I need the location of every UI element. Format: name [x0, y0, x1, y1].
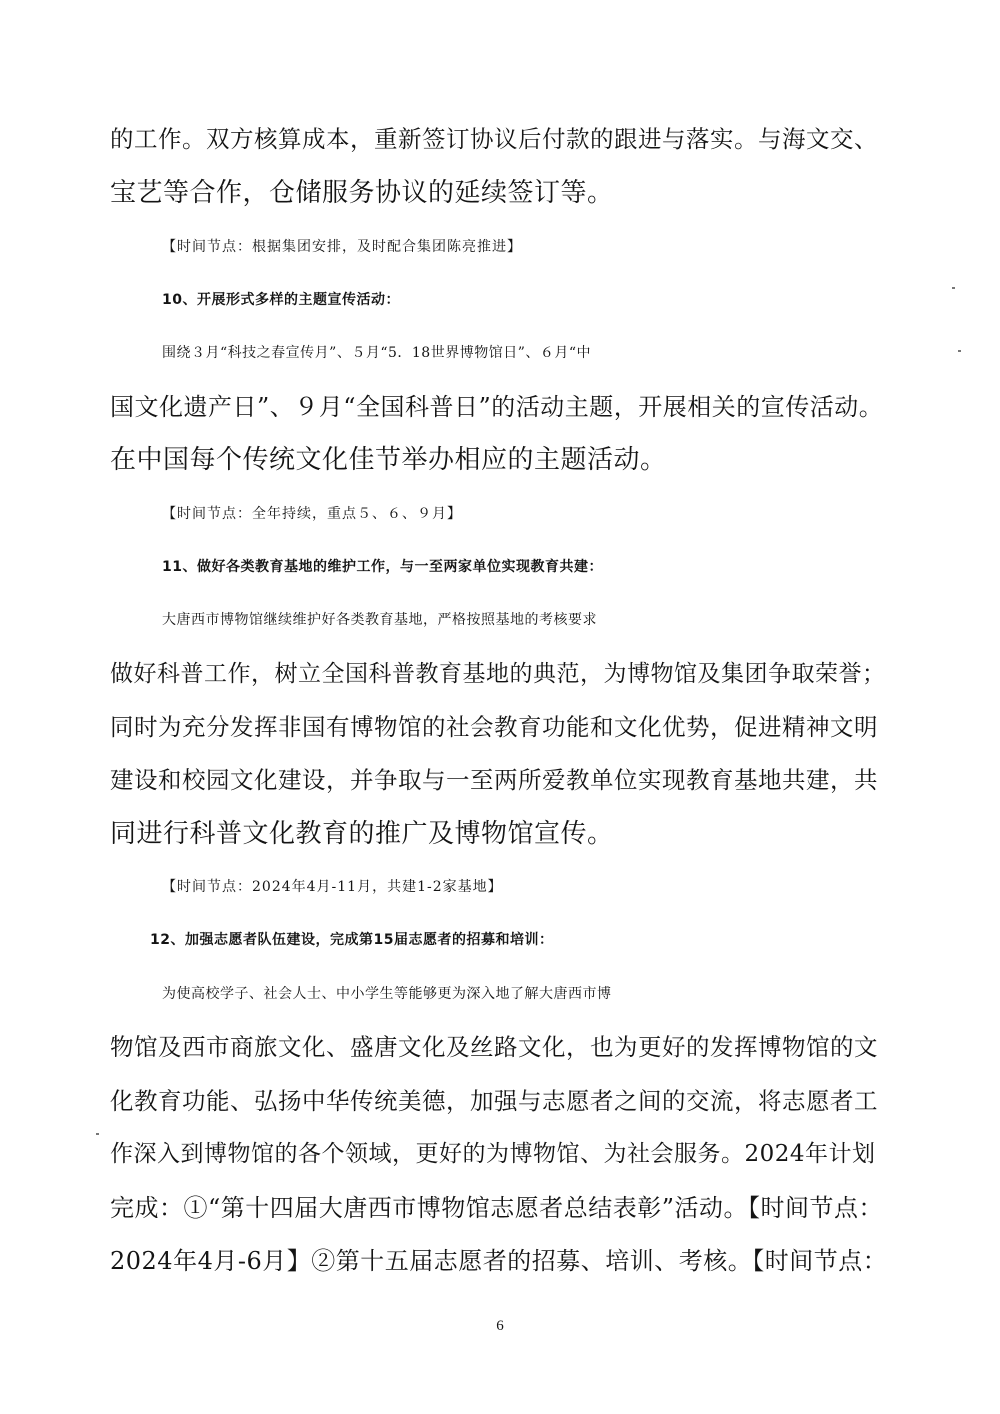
body-text-line: 的工作。双方核算成本，重新签订协议后付款的跟进与落实。与海文交、	[110, 125, 878, 153]
body-text-line: 同进行科普文化教育的推广及博物馆宣传。	[110, 819, 614, 849]
body-text-line: 2024年4月-6月】②第十五届志愿者的招募、培训、考核。【时间节点：	[110, 1247, 888, 1275]
scan-speck	[958, 350, 961, 352]
body-text-line: 作深入到博物馆的各个领域，更好的为博物馆、为社会服务。2024年计划	[110, 1141, 876, 1167]
page-number: 6	[496, 1318, 504, 1334]
body-text-line: 在中国每个传统文化佳节举办相应的主题活动。	[110, 445, 667, 475]
body-text-line: 为使高校学子、社会人士、中小学生等能够更为深入地了解大唐西市博	[162, 986, 612, 1002]
body-text-line: 物馆及西市商旅文化、盛唐文化及丝路文化，也为更好的发挥博物馆的文	[110, 1033, 878, 1061]
section-heading-11: 11、做好各类教育基地的维护工作，与一至两家单位实现教育共建：	[162, 559, 603, 575]
body-text-line: 完成：①“第十四届大唐西市博物馆志愿者总结表彰”活动。【时间节点：	[110, 1194, 884, 1222]
body-text-line: 大唐西市博物馆继续维护好各类教育基地，严格按照基地的考核要求	[162, 612, 597, 628]
scan-speck	[952, 287, 955, 289]
scan-speck	[96, 1133, 99, 1135]
section-heading-12: 12、加强志愿者队伍建设，完成第15届志愿者的招募和培训：	[150, 932, 554, 948]
body-text-line: 国文化遗产日”、９月“全国科普日”的活动主题，开展相关的宣传活动。	[110, 393, 884, 421]
time-node-line: 【时间节点：根据集团安排，及时配合集团陈亮推进】	[162, 239, 522, 255]
time-node-line: 【时间节点：2024年4月-11月，共建1-2家基地】	[162, 879, 503, 895]
body-text-line: 化教育功能、弘扬中华传统美德，加强与志愿者之间的交流，将志愿者工	[110, 1087, 878, 1115]
body-text-line: 围绕３月“科技之春宣传月”、５月“5．18世界博物馆日”、６月“中	[162, 345, 592, 361]
body-text-line: 建设和校园文化建设，并争取与一至两所爱教单位实现教育基地共建，共	[110, 766, 878, 794]
section-heading-10: 10、开展形式多样的主题宣传活动：	[162, 292, 400, 308]
time-node-line: 【时间节点：全年持续，重点５、６、９月】	[162, 506, 462, 522]
body-text-line: 同时为充分发挥非国有博物馆的社会教育功能和文化优势，促进精神文明	[110, 713, 878, 741]
body-text-line: 做好科普工作，树立全国科普教育基地的典范，为博物馆及集团争取荣誉；	[110, 661, 886, 687]
body-text-line: 宝艺等合作，仓储服务协议的延续签订等。	[110, 178, 614, 208]
